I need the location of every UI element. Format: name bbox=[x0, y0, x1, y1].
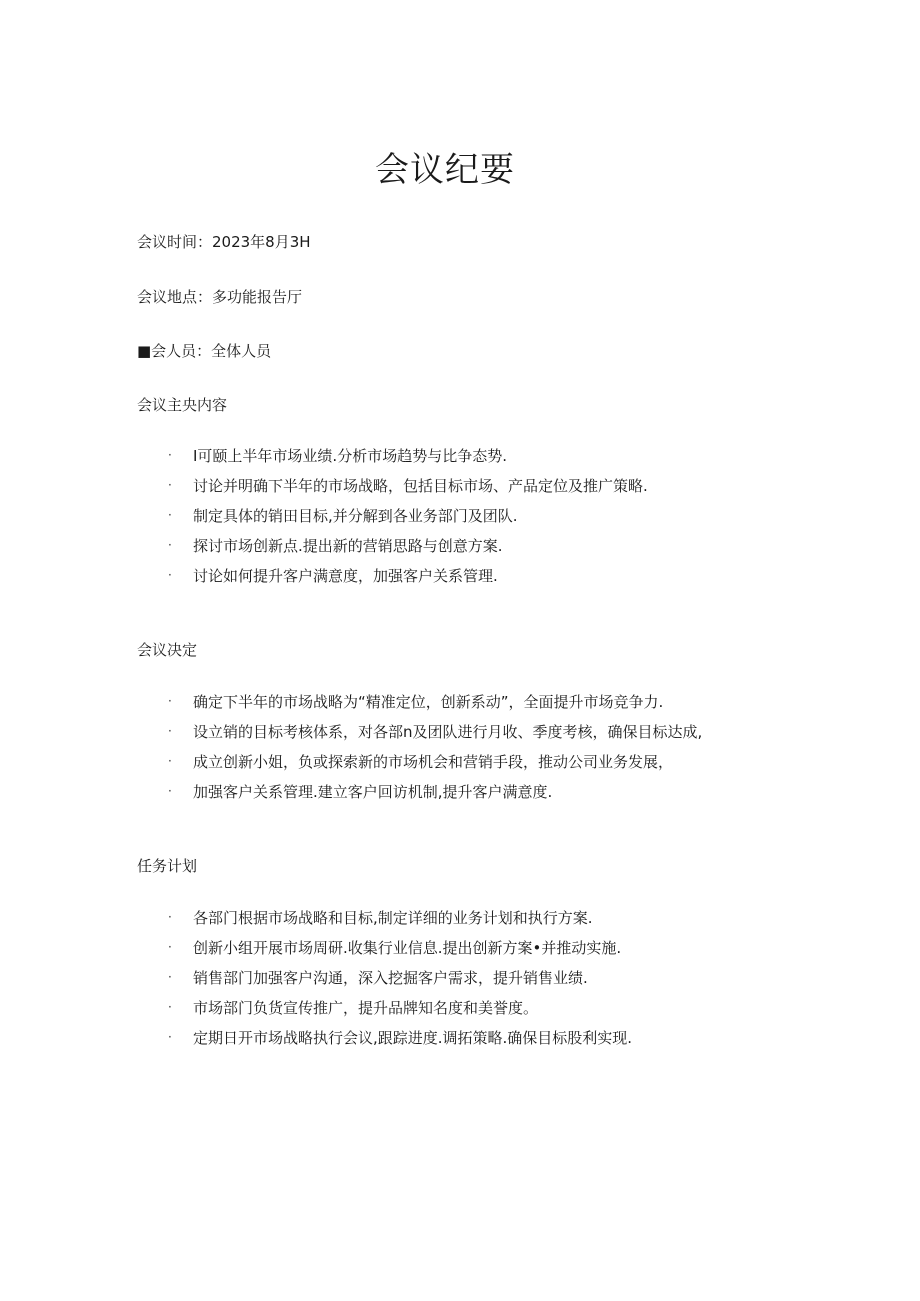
bullet-icon: · bbox=[168, 448, 172, 462]
list-item bbox=[168, 932, 632, 962]
list-item bbox=[168, 530, 648, 560]
section-heading-task-plan: 任务计划 bbox=[137, 857, 198, 875]
list-item-text: 销售部门加强客户沟通，深入挖掘客户需求，提升销售业绩. bbox=[193, 968, 588, 987]
section-heading-decisions: 会议决定 bbox=[137, 641, 198, 659]
list-item-text: 确定下半年的市场战略为“精准定位，创新系动”，全面提升市场竞争力. bbox=[193, 692, 664, 711]
list-item bbox=[168, 1022, 632, 1052]
list-item bbox=[168, 776, 702, 806]
bullet-icon: · bbox=[168, 970, 172, 984]
list-item-text: 制定具体的销田目标,并分解到各业务部门及团队. bbox=[193, 506, 518, 525]
page-title: 会议纪要 bbox=[375, 150, 515, 190]
bullet-icon: · bbox=[168, 910, 172, 924]
main-content-list bbox=[168, 440, 648, 590]
bullet-icon: · bbox=[168, 754, 172, 768]
list-item bbox=[168, 902, 632, 932]
bullet-icon: · bbox=[168, 694, 172, 708]
bullet-icon: · bbox=[168, 568, 172, 582]
bullet-icon: · bbox=[168, 1000, 172, 1014]
list-item-text: 探讨市场创新点.提出新的营销思路与创意方案. bbox=[193, 536, 503, 555]
list-item-text: 讨论如何提升客户满意度，加强客户关系管理. bbox=[193, 566, 498, 585]
bullet-icon: · bbox=[168, 724, 172, 738]
list-item bbox=[168, 746, 702, 776]
list-item-text: 创新小组开展市场周研.收集行业信息.提出创新方案•并推动实施. bbox=[193, 938, 622, 957]
task-plan-list bbox=[168, 902, 632, 1052]
decisions-list bbox=[168, 686, 702, 806]
meeting-attendees: ■会人员：全体人员 bbox=[137, 342, 272, 360]
list-item-text: I可颐上半年市场业绩.分析市场趋势与比争态势. bbox=[193, 446, 507, 465]
list-item-text: 成立创新小姐，负或探索新的市场机会和营销手段，推动公司业务发展， bbox=[193, 752, 674, 771]
list-item bbox=[168, 500, 648, 530]
meeting-time: 会议时间：2023年8月3H bbox=[137, 233, 311, 251]
bullet-icon: · bbox=[168, 784, 172, 798]
meeting-place: 会议地点：多功能报告厅 bbox=[137, 288, 303, 306]
list-item bbox=[168, 962, 632, 992]
list-item-text: 市场部门负货宣传推广，提升品牌知名度和美誉度。 bbox=[193, 998, 539, 1017]
bullet-icon: · bbox=[168, 1030, 172, 1044]
list-item-text: 各部门根据市场战略和目标,制定详细的业务计划和执行方案. bbox=[193, 908, 593, 927]
list-item bbox=[168, 560, 648, 590]
section-heading-main-content: 会议主央内容 bbox=[137, 396, 228, 414]
bullet-icon: · bbox=[168, 538, 172, 552]
list-item-text: 定期日开市场战略执行会议,跟踪进度.调拓策略.确保目标股利实现. bbox=[193, 1028, 633, 1047]
bullet-icon: · bbox=[168, 508, 172, 522]
list-item bbox=[168, 440, 648, 470]
list-item bbox=[168, 686, 702, 716]
list-item-text: 加强客户关系管理.建立客户回访机制,提升客户满意度. bbox=[193, 782, 553, 801]
bullet-icon: · bbox=[168, 940, 172, 954]
list-item bbox=[168, 470, 648, 500]
list-item bbox=[168, 716, 702, 746]
bullet-icon: · bbox=[168, 478, 172, 492]
list-item bbox=[168, 992, 632, 1022]
list-item-text: 设立销的目标考核体系，对各部n及团队进行月收、季度考核，确保目标达成, bbox=[193, 722, 703, 741]
list-item-text: 讨论并明确下半年的市场战略，包括目标市场、产品定位及推广策略. bbox=[193, 476, 648, 495]
